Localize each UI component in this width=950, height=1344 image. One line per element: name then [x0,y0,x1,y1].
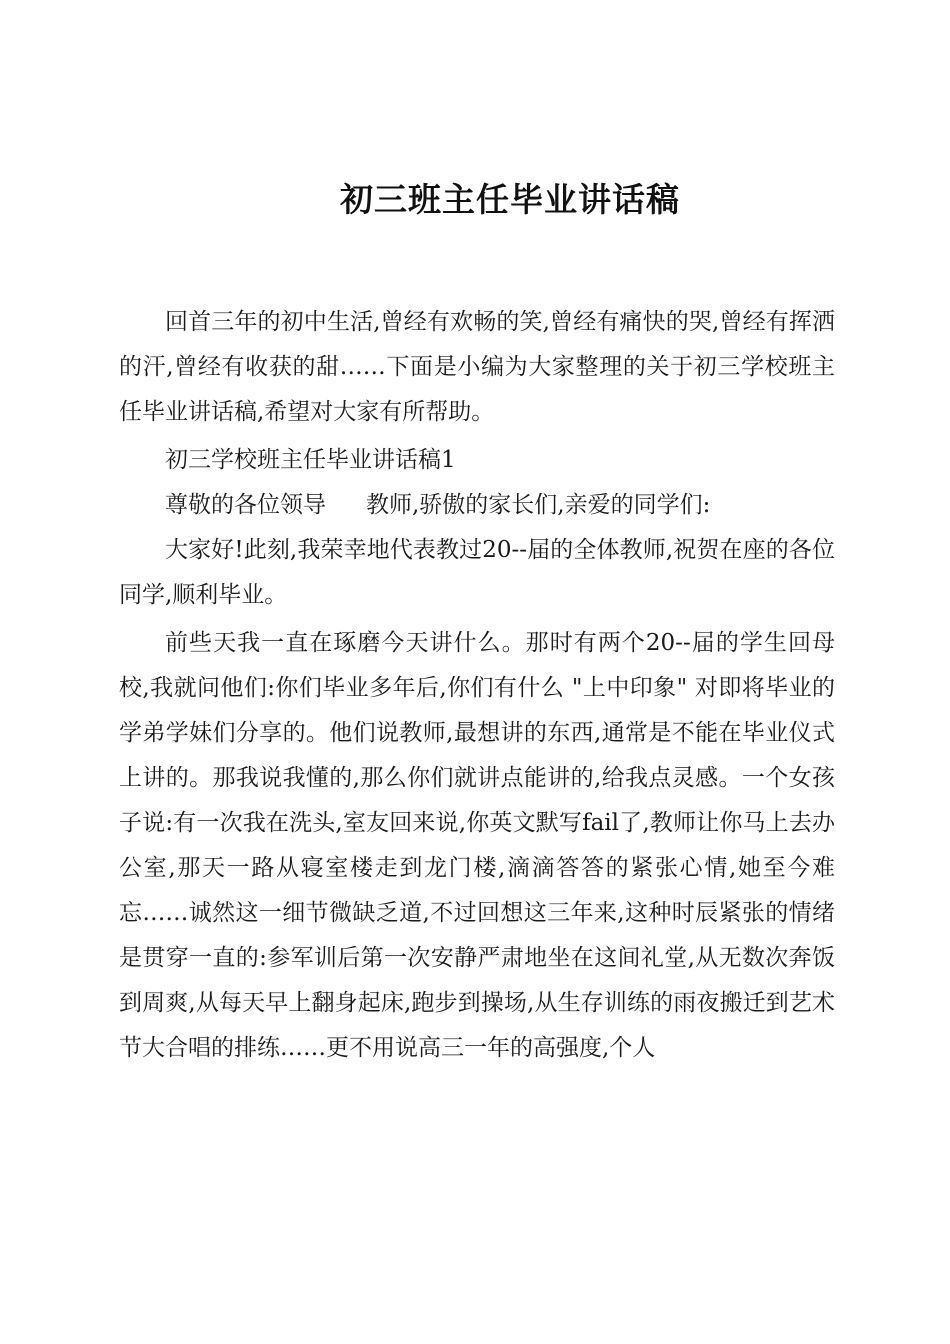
body-paragraph: 前些天我一直在琢磨今天讲什么。那时有两个20--届的学生回母校,我就问他们:你们毕业多年后,你们有什么 "上中印象" 对即将毕业的学弟学妹们分享的。他们说教师,最想讲的东西,通常是不能在毕业仪式上讲的。那我说我懂的,那么你们就讲点能讲的,给我点灵感。一个女孩子说:有一次我在洗头,室友回来说,你英文默写fail了,教师让你马上去办公室,那天一路从寝室楼走到龙门楼,滴滴答答的紧张心情,她至今难忘……诚然这一细节微缺乏道,不过回想这三年来,这种时辰紧张的情绪是贯穿一直的:参军训后第一次安静严肃地坐在这间礼堂,从无数次奔饭到周爽,从每天早上翻身起床,跑步到操场,从生存训练的雨夜搬迁到艺术节大合唱的排练……更不用说高三一年的高强度,个人 [119,630,835,1061]
document-title: 初三班主任毕业讲话稿 [340,180,680,219]
salutation-leaders: 尊敬的各位领导 [165,492,326,518]
salutation-others: 教师,骄傲的家长们,亲爱的同学们: [366,492,711,518]
section-heading: 初三学校班主任毕业讲话稿1 [165,447,456,473]
intro-paragraph: 回首三年的初中生活,曾经有欢畅的笑,曾经有痛快的哭,曾经有挥洒的汗,曾经有收获的甜……下面是小编为大家整理的关于初三学校班主任毕业讲话稿,希望对大家有所帮助。 [119,309,835,425]
salutation-paragraph [119,483,835,528]
document-body [119,300,835,1071]
greeting-paragraph: 大家好!此刻,我荣幸地代表教过20--届的全体教师,祝贺在座的各位同学,顺利毕业。 [119,537,835,608]
